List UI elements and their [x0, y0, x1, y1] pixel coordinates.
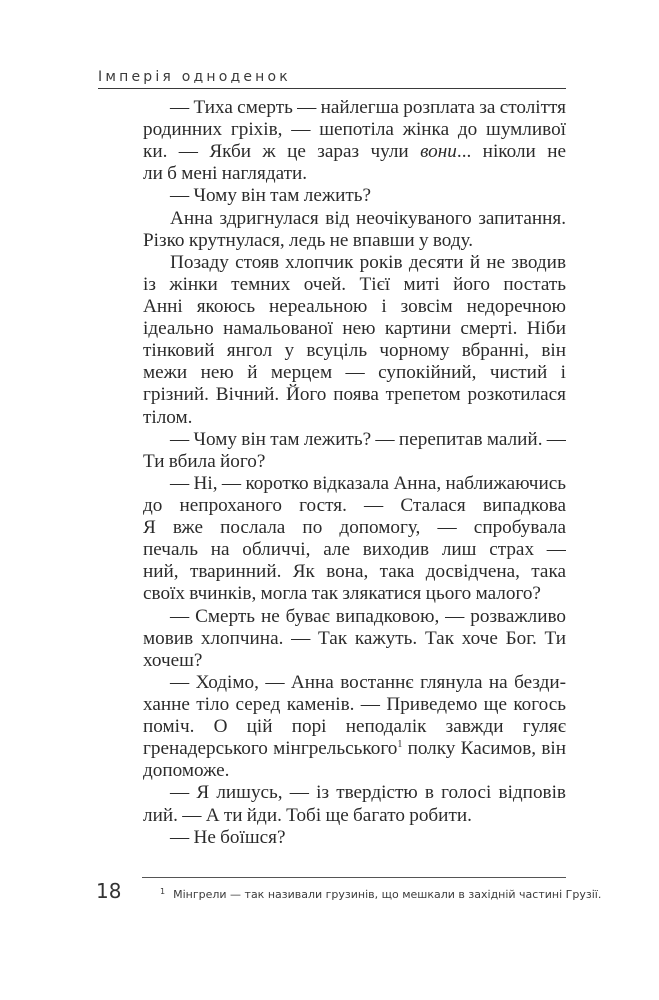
italic-text: вони [420, 141, 457, 163]
text-line [143, 141, 566, 163]
text-line: ханне тіло серед каменів. — Приведемо ще когось [143, 693, 566, 715]
text-line: мовив хлопчина. — Так кажуть. Так хоче Бог. Ти [143, 627, 566, 649]
text-line: своїх вчинків, могла так злякатися цього малого? [143, 583, 541, 605]
text-line: із жінки темних очей. Тієї миті його постать [143, 273, 566, 295]
text-line: грізний. Вічний. Його поява трепетом розкотилася [143, 384, 566, 406]
text-line: ли б мені наглядати. [143, 163, 308, 185]
text-line: — Смерть не буває випадковою, — розважливо [170, 605, 566, 627]
text-line [143, 738, 566, 760]
text-line: Анна здригнулася від неочікуваного запитання. [170, 207, 566, 229]
text-line: — Ні, — коротко відказала Анна, наближаючись [170, 472, 566, 494]
text-line: хочеш? [143, 649, 203, 671]
text-segment: полку Касимов, він [402, 738, 566, 760]
text-line: ідеально намальованої нею картини смерті. Ніби [143, 318, 566, 340]
text-line: Ти вбила його? [143, 450, 266, 472]
text-line: — Чому він там лежить? [170, 185, 372, 207]
text-line: — Ходімо, — Анна востаннє глянула на безди- [170, 671, 566, 693]
text-line: тінковий янгол у всуціль чорному вбранні, він [143, 340, 566, 362]
text-segment: ки. — Якби ж це зараз чули [143, 141, 421, 163]
text-line: родинних гріхів, — шепотіла жінка до шумливої [143, 119, 566, 141]
text-line: — Тиха смерть — найлегша розплата за століття [170, 97, 566, 118]
text-line: Різко крутнулася, ледь не впавши у воду. [143, 229, 474, 251]
text-line: Я вже послала по допомогу, — спробувала [143, 517, 566, 539]
text-line: поміч. О цій порі неподалік завжди гуляє [143, 716, 566, 738]
text-segment: ... ніколи не [456, 141, 566, 163]
footnote-marker: 1 [160, 887, 166, 896]
text-line: — Не боїшся? [170, 826, 286, 848]
text-line: лий. — А ти йди. Тобі ще багато робити. [143, 804, 472, 826]
footnote [160, 885, 602, 902]
text-line: межи нею й мерцем — супокійний, чистий і [143, 362, 566, 384]
page-number: 18 [96, 879, 122, 903]
running-head: Імперія одноденок [98, 69, 291, 85]
header-rule [98, 88, 566, 89]
text-line: допоможе. [143, 760, 230, 782]
text-line: тілом. [143, 406, 193, 428]
text-line: ний, тваринний. Як вона, така досвідчена, така [143, 561, 566, 583]
text-line: — Чому він там лежить? — перепитав малий. — [170, 428, 566, 450]
footnote-rule [142, 877, 566, 878]
footnote-text: Мінгрели — так називали грузинів, що мешкали в західній частині Грузії. [173, 888, 602, 901]
footnote-reference[interactable]: 1 [397, 739, 403, 751]
text-line: — Я лишусь, — із твердістю в голосі відповів [170, 782, 566, 804]
text-line: до непроханого гостя. — Сталася випадкова [143, 494, 566, 516]
text-line: печаль на обличчі, але виходив лиш страх — [143, 539, 566, 561]
text-segment: гренадерського мінгрельського [143, 738, 398, 760]
text-line: Позаду стояв хлопчик років десяти й не зводив [170, 251, 566, 273]
text-line: Анні якоюсь нереальною і зовсім недоречною [143, 295, 566, 317]
body-text [143, 97, 566, 849]
